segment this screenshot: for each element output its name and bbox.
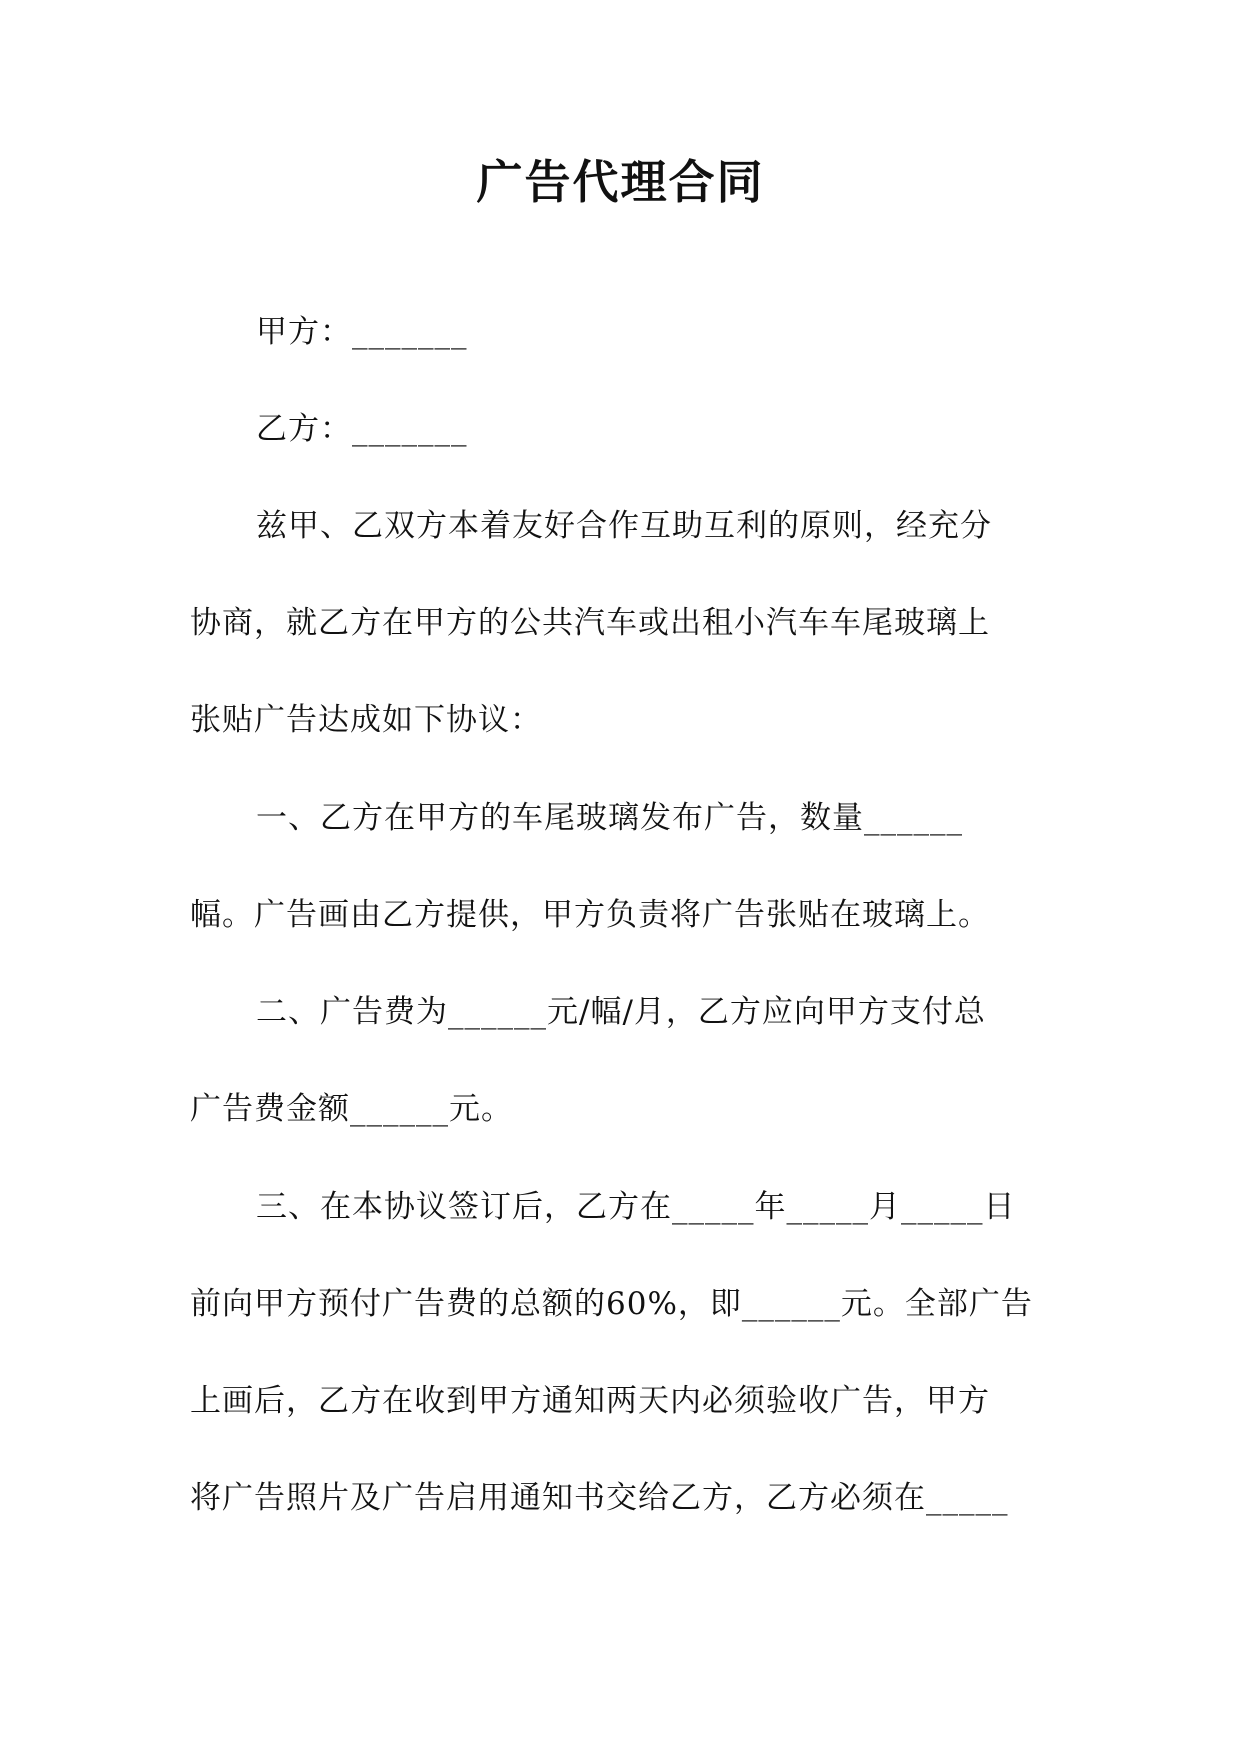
intro-line-3: 张贴广告达成如下协议： [190,702,542,738]
clause-2-line-2: 广告费金额______元。 [190,1091,513,1127]
clause-1-line-1: 一、乙方在甲方的车尾玻璃发布广告，数量______ [256,800,963,836]
clause-3-line-4: 将广告照片及广告启用通知书交给乙方，乙方必须在_____ [190,1480,1009,1516]
party-a-line: 甲方：_______ [256,314,468,350]
clause-3-line-1: 三、在本协议签订后，乙方在_____年_____月_____日 [256,1189,1016,1225]
clause-1-line-2: 幅。广告画由乙方提供，甲方负责将广告张贴在玻璃上。 [190,897,990,933]
document-title: 广告代理合同 [476,155,765,209]
clause-3-line-2: 前向甲方预付广告费的总额的60%，即______元。全部广告 [190,1286,1033,1322]
intro-line-1: 兹甲、乙双方本着友好合作互助互利的原则，经充分 [256,508,992,544]
clause-2-line-1: 二、广告费为______元/幅/月，乙方应向甲方支付总 [256,994,986,1030]
clause-3-line-3: 上画后，乙方在收到甲方通知两天内必须验收广告，甲方 [190,1383,990,1419]
party-b-line: 乙方：_______ [256,411,468,447]
intro-line-2: 协商，就乙方在甲方的公共汽车或出租小汽车车尾玻璃上 [190,605,990,641]
